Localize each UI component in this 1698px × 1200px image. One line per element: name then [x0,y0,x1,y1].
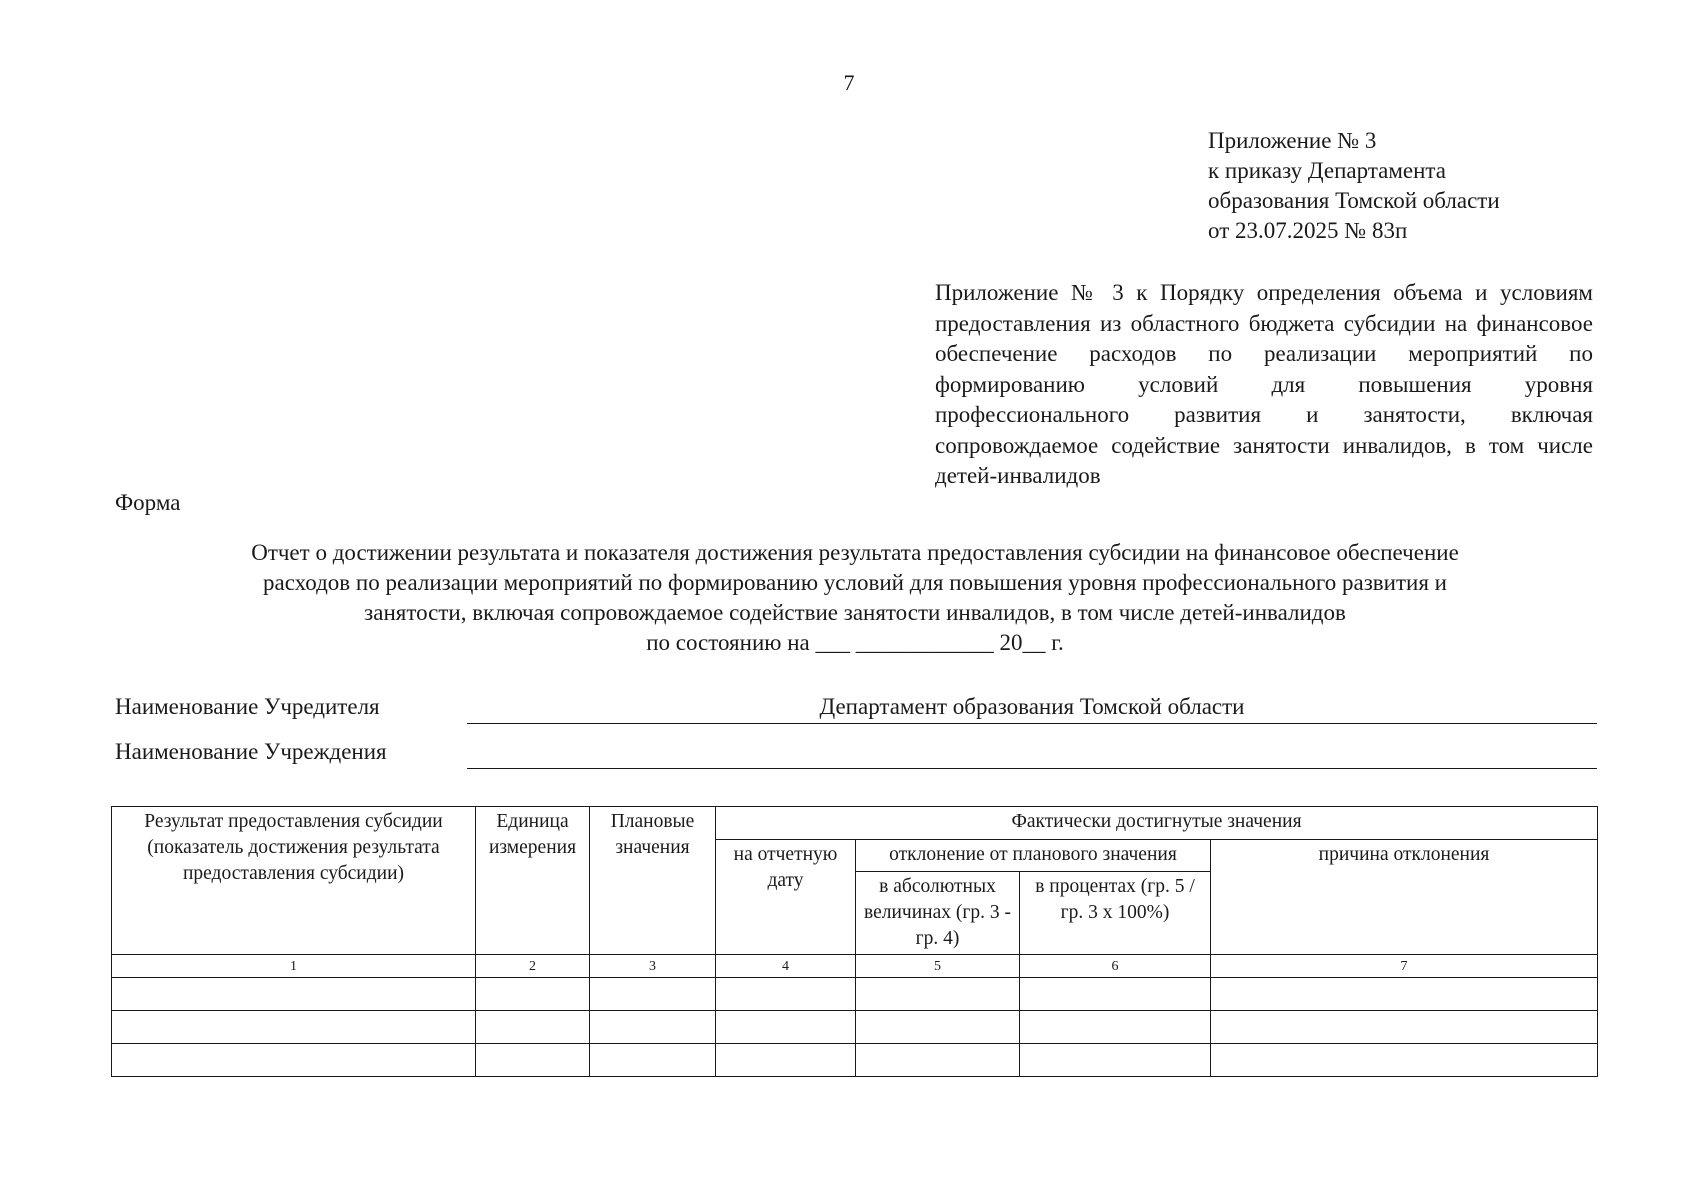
table-cell[interactable] [856,1011,1020,1044]
table-row [112,1011,1598,1044]
table-cell[interactable] [1211,1044,1598,1077]
header-reason: причина отклонения [1211,840,1598,955]
header-row-1 [112,807,1598,840]
table-cell[interactable] [1211,1011,1598,1044]
table-cell[interactable] [716,1044,856,1077]
report-title [115,538,1595,658]
approval-line: от 23.07.2025 № 83п [1208,218,1408,243]
approval-block [1208,126,1500,246]
report-title-line: занятости, включая сопровождаемое содействие занятости инвалидов, в том числе детей-инвалидов [364,600,1346,625]
founder-field [115,694,1597,728]
table-cell[interactable] [476,1011,590,1044]
table-row [112,1044,1598,1077]
page-number: 7 [843,70,855,95]
founder-value[interactable]: Департамент образования Томской области [467,694,1597,724]
header-percent: в процентах (гр. 5 / гр. 3 х 100%) [1020,872,1211,955]
table-cell[interactable] [716,1011,856,1044]
table-cell[interactable] [1211,978,1598,1011]
table-cell[interactable] [112,1011,476,1044]
institution-label: Наименование Учреждения [115,739,387,764]
column-number: 5 [856,955,1020,978]
column-number: 4 [716,955,856,978]
table-cell[interactable] [476,978,590,1011]
column-number: 3 [590,955,716,978]
table-cell[interactable] [112,1044,476,1077]
report-title-line: Отчет о достижении результата и показателя достижения результата предоставления субсидии на финансовое обеспечение [251,540,1459,565]
approval-line: Приложение № 3 [1208,128,1377,153]
header-unit: Единица измерения [476,807,590,955]
column-number: 1 [112,955,476,978]
column-number: 2 [476,955,590,978]
report-title-line: расходов по реализации мероприятий по формированию условий для повышения уровня профессионального развития и [263,570,1447,595]
report-table [111,806,1598,1077]
table-cell[interactable] [1020,978,1211,1011]
table-cell[interactable] [716,978,856,1011]
approval-line: образования Томской области [1208,188,1500,213]
table-cell[interactable] [1020,1044,1211,1077]
approval-line: к приказу Департамента [1208,158,1446,183]
header-result: Результат предоставления субсидии (показатель достижения результата предоставления субсидии) [112,807,476,955]
header-actual: Фактически достигнутые значения [716,807,1598,840]
table-cell[interactable] [1020,1011,1211,1044]
column-number-row [112,955,1598,978]
header-deviation: отклонение от планового значения [856,840,1211,872]
table-cell[interactable] [590,1044,716,1077]
column-number: 7 [1211,955,1598,978]
institution-value[interactable] [467,739,1597,769]
table-cell[interactable] [856,978,1020,1011]
institution-field [115,739,1597,773]
header-on-date: на отчетную дату [716,840,856,955]
column-number: 6 [1020,955,1211,978]
table-row [112,978,1598,1011]
header-absolute: в абсолютных величинах (гр. 3 - гр. 4) [856,872,1020,955]
report-date-line: по состоянию на ___ ____________ 20__ г. [646,630,1064,655]
form-label: Форма [115,490,181,515]
table-cell[interactable] [112,978,476,1011]
table-cell[interactable] [590,1011,716,1044]
header-planned: Плановые значения [590,807,716,955]
table-cell[interactable] [856,1044,1020,1077]
table-cell[interactable] [590,978,716,1011]
table-cell[interactable] [476,1044,590,1077]
order-reference: Приложение № 3 к Порядку определения объема и условиям предоставления из областного бюджета субсидии на финансовое обеспечение расходов по реализации мероприятий по формированию условий для повышения уровня профессионального развития и занятости, включая сопровождаемое содействие занятости инвалидов, в том числе детей-инвалидов [935,280,1593,488]
founder-label: Наименование Учредителя [115,694,380,719]
